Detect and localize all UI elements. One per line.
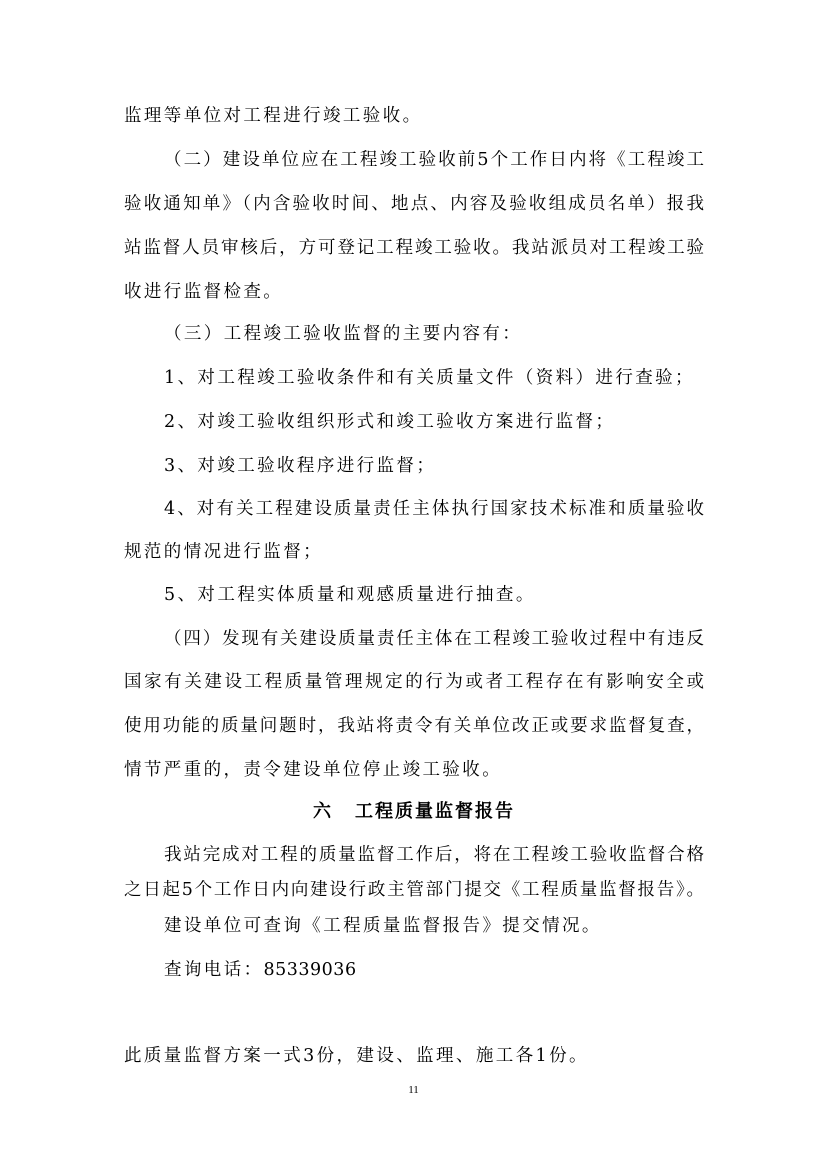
phone-label: 查询电话： xyxy=(164,960,264,980)
paragraph-line: 使用功能的质量问题时，我站将责令有关单位改正或要求监督复查， xyxy=(124,716,704,736)
section-title: 工程质量监督报告 xyxy=(355,801,515,822)
list-item-continuation: 规范的情况进行监督； xyxy=(124,542,323,562)
paragraph-line: 之日起5个工作日内向建设行政主管部门提交《工程质量监督报告》。 xyxy=(124,880,704,900)
paragraph-line: 收进行监督检查。 xyxy=(124,282,284,302)
phone-line xyxy=(164,958,704,982)
paragraph-line: （三）工程竣工验收监督的主要内容有： xyxy=(164,324,523,344)
list-item: 5、对工程实体质量和观感质量进行抽查。 xyxy=(164,585,536,605)
closing-note: 此质量监督方案一式3份，建设、监理、施工各1份。 xyxy=(124,1046,589,1066)
paragraph-line: 情节严重的，责令建设单位停止竣工验收。 xyxy=(124,760,503,780)
list-item: 4、对有关工程建设质量责任主体执行国家技术标准和质量验收 xyxy=(164,499,704,519)
section-number: 六 xyxy=(313,801,333,822)
list-item: 1、对工程竣工验收条件和有关质量文件（资料）进行查验； xyxy=(164,368,695,388)
paragraph-line: 验收通知单》（内含验收时间、地点、内容及验收组成员名单）报我 xyxy=(124,194,704,214)
list-item: 2、对竣工验收组织形式和竣工验收方案进行监督； xyxy=(164,412,616,432)
paragraph-line: 我站完成对工程的质量监督工作后，将在工程竣工验收监督合格 xyxy=(164,845,704,865)
paragraph-line: 建设单位可查询《工程质量监督报告》提交情况。 xyxy=(164,916,602,936)
paragraph-line: （二）建设单位应在工程竣工验收前5个工作日内将《工程竣工 xyxy=(164,150,704,170)
paragraph-line: 国家有关建设工程质量管理规定的行为或者工程存在有影响安全或 xyxy=(124,672,704,692)
list-item: 3、对竣工验收程序进行监督； xyxy=(164,456,437,476)
section-heading xyxy=(124,800,704,824)
paragraph-line: 监理等单位对工程进行竣工验收。 xyxy=(124,106,423,126)
phone-number: 85339036 xyxy=(263,960,357,980)
page-number: 11 xyxy=(408,1084,419,1096)
paragraph-line: 站监督人员审核后，方可登记工程竣工验收。我站派员对工程竣工验 xyxy=(124,238,704,258)
paragraph-line: （四）发现有关建设质量责任主体在工程竣工验收过程中有违反 xyxy=(164,629,704,649)
